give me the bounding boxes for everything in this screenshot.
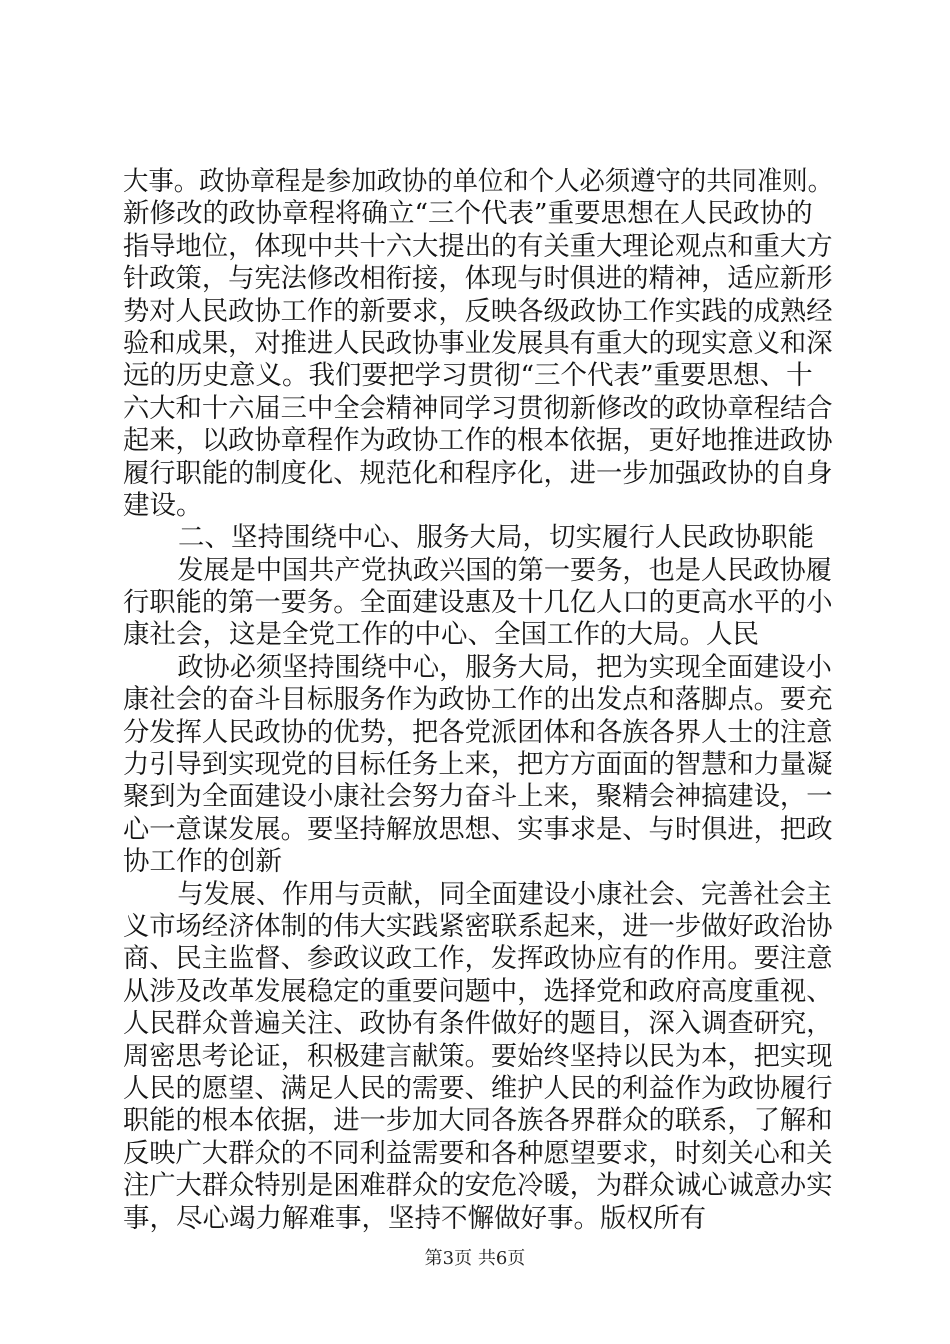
- text-line: 政协必须坚持围绕中心，服务大局，把为实现全面建设小: [177, 651, 832, 683]
- text-line: 反映广大群众的不同利益需要和各种愿望要求，时刻关心和关: [123, 1137, 833, 1169]
- text-line: 远的历史意义。我们要把学习贯彻“三个代表”重要思想、十: [123, 360, 813, 392]
- text-line: 康社会，这是全党工作的中心、全国工作的大局。人民: [123, 619, 759, 651]
- body-text: [123, 166, 833, 1235]
- text-line: 二、坚持围绕中心、服务大局，切实履行人民政协职能: [178, 522, 814, 554]
- text-line: 从涉及改革发展稳定的重要问题中，选择党和政府高度重视、: [123, 975, 833, 1007]
- text-line: 协工作的创新: [123, 846, 282, 878]
- text-line: 义市场经济体制的伟大实践紧密联系起来，进一步做好政治协: [123, 910, 833, 942]
- text-line: 与发展、作用与贡献，同全面建设小康社会、完善社会主: [177, 878, 832, 910]
- text-line: 起来，以政协章程作为政协工作的根本依据，更好地推进政协: [123, 425, 833, 457]
- text-line: 心一意谋发展。要坚持解放思想、实事求是、与时俱进，把政: [123, 813, 833, 845]
- text-line: 人民的愿望、满足人民的需要、维护人民的利益作为政协履行: [123, 1072, 833, 1104]
- text-line: 针政策，与宪法修改相衔接，体现与时俱进的精神，适应新形: [123, 263, 833, 295]
- text-line: 分发挥人民政协的优势，把各党派团体和各族各界人士的注意: [123, 716, 833, 748]
- text-line: 事，尽心竭力解难事，坚持不懈做好事。版权所有: [123, 1202, 706, 1234]
- text-line: 周密思考论证，积极建言献策。要始终坚持以民为本，把实现: [123, 1040, 833, 1072]
- text-line: 康社会的奋斗目标服务作为政协工作的出发点和落脚点。要充: [123, 684, 833, 716]
- text-line: 人民群众普遍关注、政协有条件做好的题目，深入调查研究，: [123, 1008, 833, 1040]
- text-line: 指导地位，体现中共十六大提出的有关重大理论观点和重大方: [123, 230, 833, 262]
- text-line: 六大和十六届三中全会精神同学习贯彻新修改的政协章程结合: [123, 392, 833, 424]
- text-line: 验和成果，对推进人民政协事业发展具有重大的现实意义和深: [123, 327, 833, 359]
- text-line: 聚到为全面建设小康社会努力奋斗上来，聚精会神搞建设，一: [123, 781, 833, 813]
- text-line: 行职能的第一要务。全面建设惠及十几亿人口的更高水平的小: [123, 587, 833, 619]
- text-line: 商、民主监督、参政议政工作，发挥政协应有的作用。要注意: [123, 943, 833, 975]
- text-line: 新修改的政协章程将确立“三个代表”重要思想在人民政协的: [123, 198, 813, 230]
- text-line: 职能的根本依据，进一步加大同各族各界群众的联系，了解和: [123, 1105, 833, 1137]
- page-footer: 第3页 共6页: [424, 1248, 526, 1269]
- text-line: 建设。: [123, 489, 203, 521]
- text-line: 力引导到实现党的目标任务上来，把方方面面的智慧和力量凝: [123, 749, 833, 781]
- text-line: 注广大群众特别是困难群众的安危冷暖，为群众诚心诚意办实: [123, 1170, 833, 1202]
- text-line: 大事。政协章程是参加政协的单位和个人必须遵守的共同准则。: [123, 166, 834, 197]
- text-line: 发展是中国共产党执政兴国的第一要务，也是人民政协履: [177, 554, 832, 586]
- text-line: 履行职能的制度化、规范化和程序化，进一步加强政协的自身: [123, 457, 833, 489]
- text-line: 势对人民政协工作的新要求，反映各级政协工作实践的成熟经: [123, 295, 833, 327]
